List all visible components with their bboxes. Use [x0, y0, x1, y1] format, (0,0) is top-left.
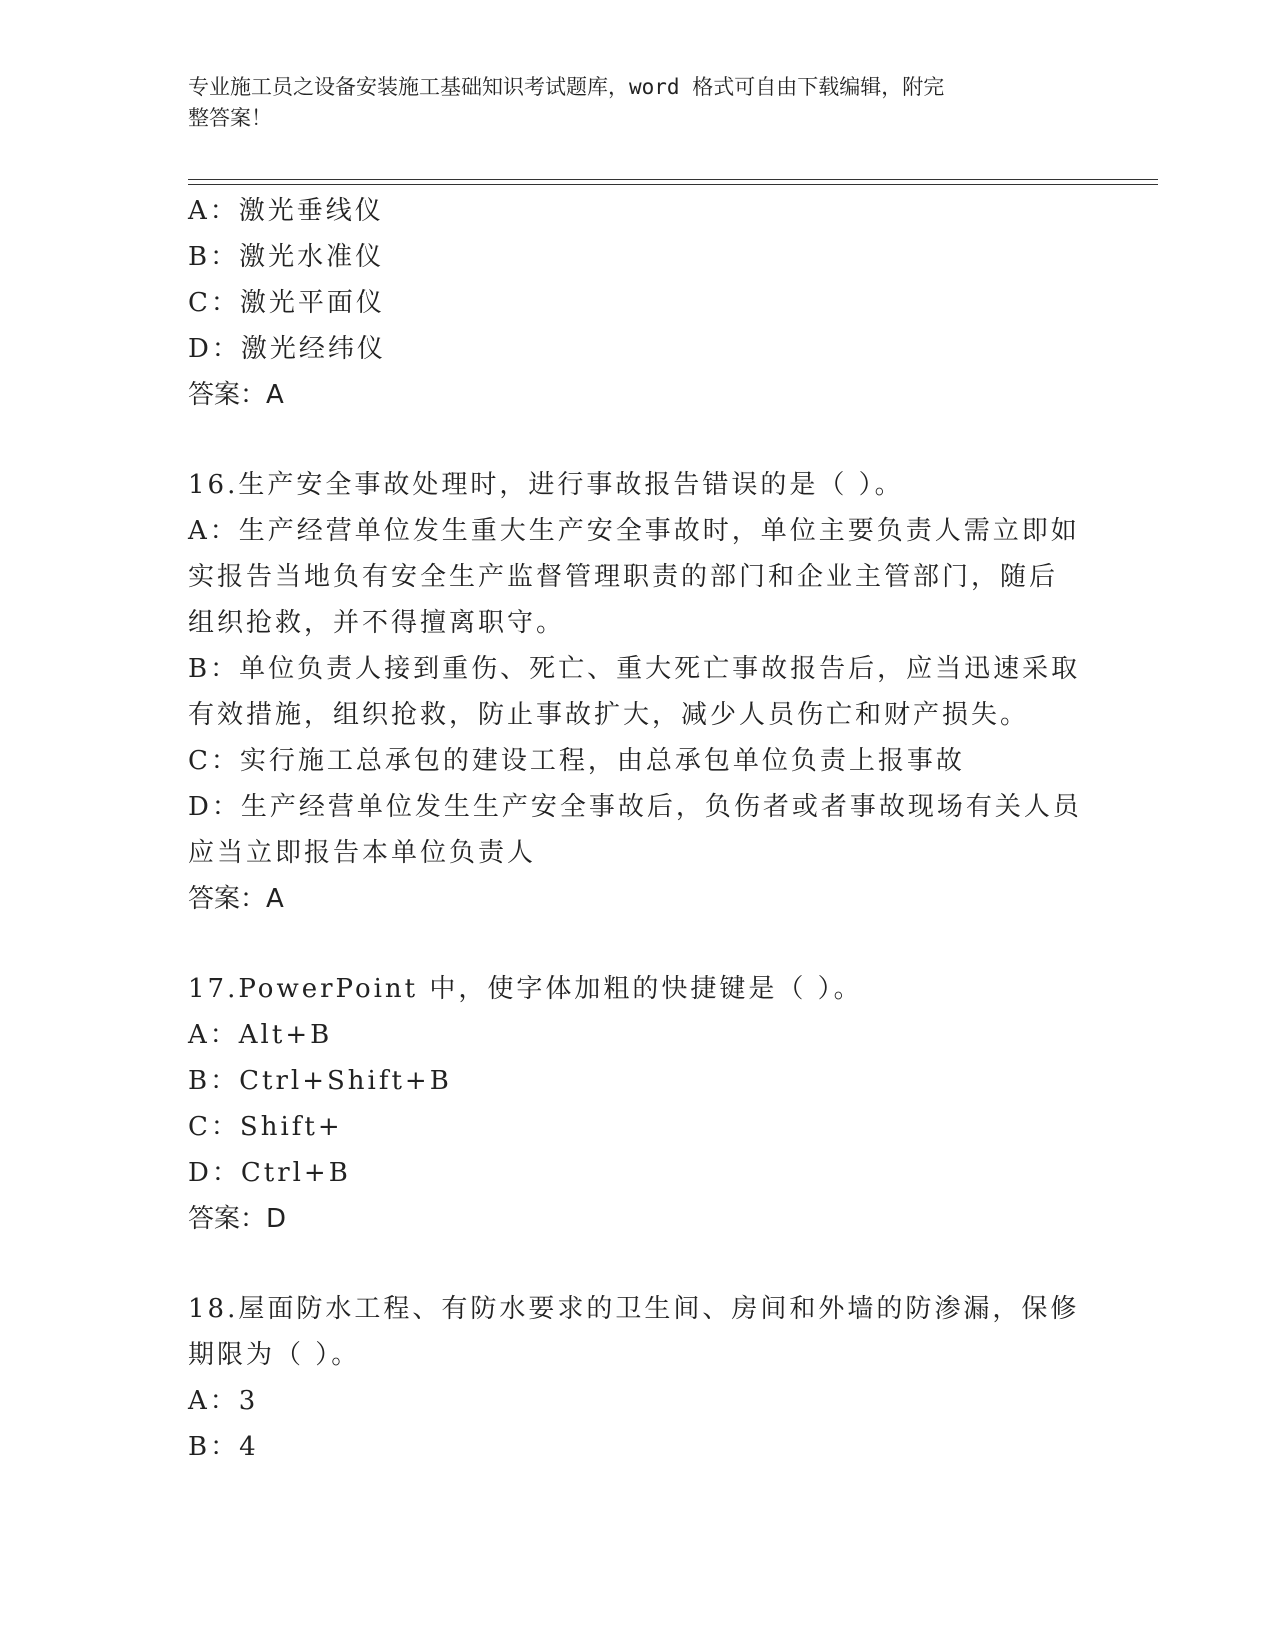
question-16	[188, 462, 1088, 922]
question-content	[188, 188, 1088, 1470]
option-c: C：激光平面仪	[188, 288, 385, 318]
question-text-line-2: 期限为（ ）。	[188, 1340, 361, 1370]
answer: 答案：A	[188, 884, 284, 914]
header-title-line-2: 整答案！	[188, 106, 272, 130]
question-18	[188, 1286, 1088, 1470]
answer: 答案：D	[188, 1204, 287, 1234]
option-d: D：激光经纬仪	[188, 334, 386, 364]
header-divider-bottom	[188, 184, 1158, 185]
option-b: B：激光水准仪	[188, 242, 385, 272]
option-d-line-1: D：生产经营单位发生生产安全事故后，负伤者或者事故现场有关人员	[188, 792, 1082, 822]
answer: 答案：A	[188, 380, 284, 410]
option-b: B：4	[188, 1432, 259, 1462]
option-a-line-3: 组织抢救，并不得擅离职守。	[188, 608, 566, 638]
page-header	[188, 72, 1068, 134]
option-a: A：激光垂线仪	[188, 196, 384, 226]
question-text: 17.PowerPoint 中，使字体加粗的快捷键是（ ）。	[188, 974, 863, 1004]
option-a: A：Alt+B	[188, 1020, 333, 1050]
option-b-line-2: 有效措施，组织抢救，防止事故扩大，减少人员伤亡和财产损失。	[188, 700, 1030, 730]
option-a: A：3	[188, 1386, 259, 1416]
question-15	[188, 188, 1088, 418]
header-divider-top	[188, 179, 1158, 180]
question-text: 16.生产安全事故处理时，进行事故报告错误的是（ ）。	[188, 470, 904, 500]
option-b: B：Ctrl+Shift+B	[188, 1066, 452, 1096]
option-a-line-1: A：生产经营单位发生重大生产安全事故时，单位主要负责人需立即如	[188, 516, 1080, 546]
option-c: C：实行施工总承包的建设工程，由总承包单位负责上报事故	[188, 746, 965, 776]
option-d: D：Ctrl+B	[188, 1158, 351, 1188]
option-d-line-2: 应当立即报告本单位负责人	[188, 838, 537, 868]
question-text-line-1: 18.屋面防水工程、有防水要求的卫生间、房间和外墙的防渗漏，保修	[188, 1294, 1080, 1324]
option-a-line-2: 实报告当地负有安全生产监督管理职责的部门和企业主管部门，随后	[188, 562, 1059, 592]
option-b-line-1: B：单位负责人接到重伤、死亡、重大死亡事故报告后，应当迅速采取	[188, 654, 1081, 684]
question-17	[188, 966, 1088, 1242]
option-c: C：Shift+	[188, 1112, 343, 1142]
header-title-line-1: 专业施工员之设备安装施工基础知识考试题库，word 格式可自由下载编辑，附完	[188, 75, 945, 99]
